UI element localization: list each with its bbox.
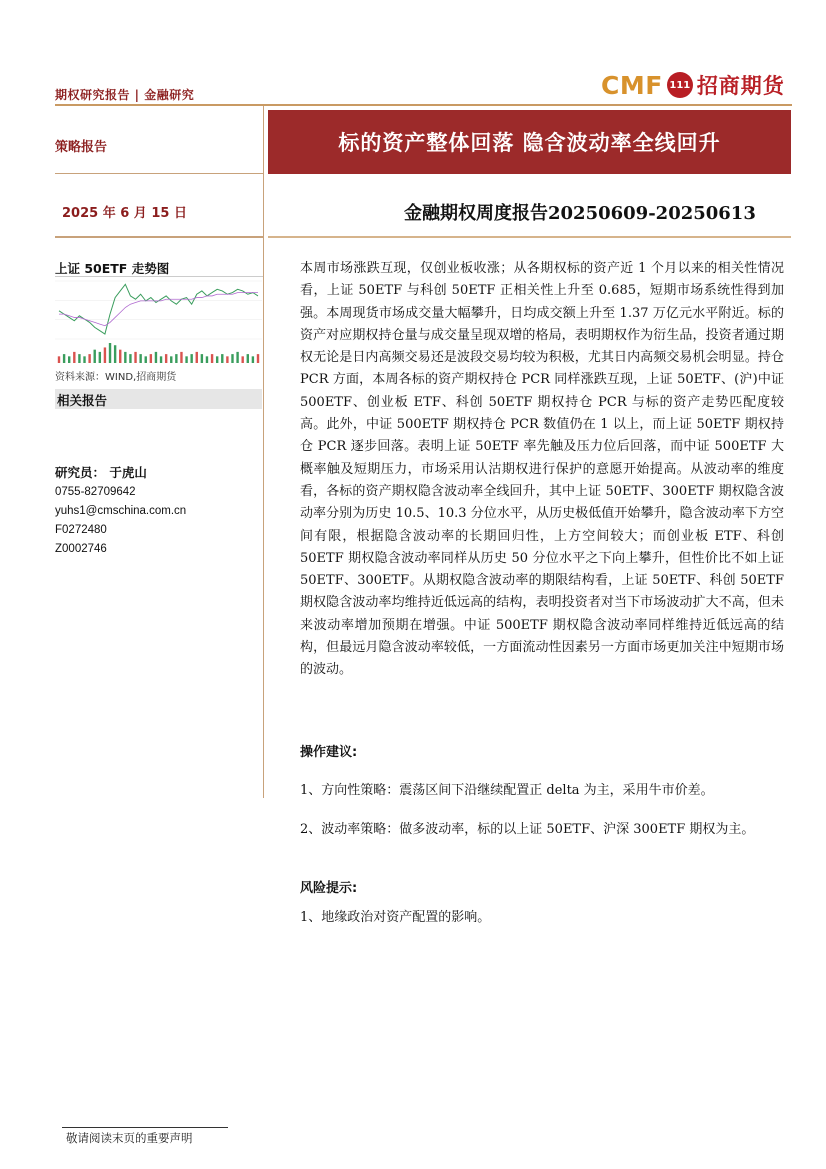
chart-volume-bar	[104, 347, 106, 363]
summary-paragraph: 本周市场涨跌互现，仅创业板收涨；从各期权标的资产近 1 个月以来的相关性情况看，上证 50ETF 与科创 50ETF 正相关性上升至 0.685，短期市场系统性得到加强。本周现货市场成交量大幅攀升，日均成交额上升至 1.37 万亿元水平附近。标的资产对应期权持仓量与成交量呈现双增的格局，表明期权作为衍生品，投资者通过期权无论是日内高频交易还是波段交易均较为积极，尤其日内高频交易机会明显。持仓 PCR 方面，本周各标的资产期权持仓 PCR 同样涨跌互现，上证 50ETF、(沪)中证 500ETF、创业板 ETF、科创 50ETF 期权持仓 PCR 与标的资产走势匹配度较高。此外，中证 500ETF 期权持仓 PCR 数值仍在 1 以上，而上证 50ETF 期权持仓 PCR 逐步回落。表明上证 50ETF 率先触及压力位后回落，而中证 500ETF 大概率触及短期压力，市场采用认沽期权进行保护的意愿开始提高。从波动率的维度看，各标的资产期权隐含波动率全线回升，其中上证 50ETF、300ETF 期权隐含波动率分别为历史 10.5、10.3 分位水平，从历史极低值开始攀升，隐含波动率下方空间有限，根据隐含波动率的长期回归性，上方空间较大；而创业板 ETF、科创 50ETF 期权隐含波动率同样从历史 50 分位水平之下向上攀升，但性价比不如上证 50ETF、300ETF。从期权隐含波动率的期限结构看，上证 50ETF、科创 50ETF 期权隐含波动率均维持近低远高的结构，表明投资者对当下市场波动扩大不高，但未来波动率增加预期在增强。中证 500ETF 期权隐含波动率同样维持近低远高的结构，但最远月隐含波动率较低，一方面流动性因素另一方面市场更加关注中短期市场的波动。	[300, 261, 784, 678]
chart-volume-bar	[180, 352, 182, 363]
analyst-license-f: F0272480	[55, 524, 107, 536]
chart-volume-bar	[83, 356, 85, 363]
ops-item-2: 2、波动率策略：做多波动率，标的以上证 50ETF、沪深 300ETF 期权为主。	[300, 822, 755, 837]
chart-volume-bar	[201, 354, 203, 363]
chart-volume-bar	[175, 354, 177, 363]
column-divider	[263, 106, 264, 798]
chart-volume-bar	[99, 352, 101, 363]
chart-series-price	[59, 284, 258, 334]
chart-volume-bar	[109, 343, 111, 363]
chart-volume-bar	[247, 354, 249, 363]
chart-source: 资料来源：WIND,招商期货	[55, 372, 177, 383]
chart-volume-bar	[63, 354, 65, 363]
left-divider-1	[55, 173, 263, 174]
header-divider	[55, 104, 792, 106]
chart-volume-bar	[145, 356, 147, 363]
chart-volume-bar	[190, 354, 192, 363]
analyst-email[interactable]: yuhs1@cmschina.com.cn	[55, 505, 187, 517]
subtitle-divider	[268, 236, 791, 238]
chart-volume-bar	[226, 356, 228, 363]
chart-volume-bar	[78, 354, 80, 363]
chart-volume-bar	[94, 350, 96, 363]
chart-volume-bar	[165, 354, 167, 363]
chart-volume-bar	[129, 354, 131, 363]
chart-volume-bar	[134, 352, 136, 363]
logo-badge-text: 111	[669, 79, 691, 91]
chart-volume-bar	[236, 352, 238, 363]
page-title: 标的资产整体回落 隐含波动率全线回升	[338, 130, 721, 155]
related-reports-header	[55, 389, 262, 409]
chart-volume-bar	[58, 356, 60, 363]
ops-item-1: 1、方向性策略：震荡区间下沿继续配置正 delta 为主，采用牛市价差。	[300, 783, 714, 798]
chart-series-ma	[59, 293, 258, 326]
related-reports-title: 相关报告	[57, 393, 108, 408]
chart-volume-bar	[221, 354, 223, 363]
risk-item-1: 1、地缘政治对资产配置的影响。	[300, 910, 491, 925]
analyst-phone: 0755-82709642	[55, 486, 136, 498]
chart-volume-bar	[114, 345, 116, 363]
logo-cmf-text: CMF	[601, 70, 663, 100]
chart-volume-bar	[216, 356, 218, 363]
chart-volume-bar	[160, 356, 162, 363]
chart-title: 上证 50ETF 走势图	[55, 261, 170, 276]
analyst-license-z: Z0002746	[55, 543, 107, 555]
risk-heading: 风险提示:	[300, 881, 358, 896]
analyst-name: 研究员： 于虎山	[55, 465, 147, 480]
chart-volume-bar	[150, 354, 152, 363]
etf-trend-chart	[55, 277, 262, 365]
chart-volume-bar	[241, 356, 243, 363]
chart-volume-bar	[119, 350, 121, 363]
chart-volume-bar	[124, 352, 126, 363]
chart-volume-bar	[257, 354, 259, 363]
logo-emblem-icon	[667, 72, 693, 98]
chart-volume-bar	[68, 356, 70, 363]
chart-volume-bar	[185, 356, 187, 363]
chart-volume-bar	[155, 352, 157, 363]
report-category: 期权研究报告 | 金融研究	[55, 88, 195, 102]
chart-volume-bar	[231, 354, 233, 363]
chart-volume-bar	[170, 356, 172, 363]
chart-volume-bar	[88, 354, 90, 363]
chart-volume-bar	[206, 356, 208, 363]
footer-notice: 敬请阅读末页的重要声明	[66, 1131, 193, 1145]
chart-volume-bar	[139, 354, 141, 363]
company-logo	[601, 68, 785, 102]
title-banner	[268, 110, 791, 174]
left-divider-2	[55, 236, 263, 238]
report-date: 2025 年 6 月 15 日	[62, 206, 187, 221]
chart-volume-bar	[196, 352, 198, 363]
report-subtitle: 金融期权周度报告20250609-20250613	[404, 203, 756, 224]
footer-rule	[62, 1127, 228, 1128]
ops-heading: 操作建议:	[300, 745, 358, 760]
chart-volume-bar	[252, 356, 254, 363]
report-type-label: 策略报告	[55, 140, 108, 155]
logo-cn-text: 招商期货	[696, 74, 785, 98]
chart-volume-bar	[211, 354, 213, 363]
chart-volume-bar	[73, 352, 75, 363]
